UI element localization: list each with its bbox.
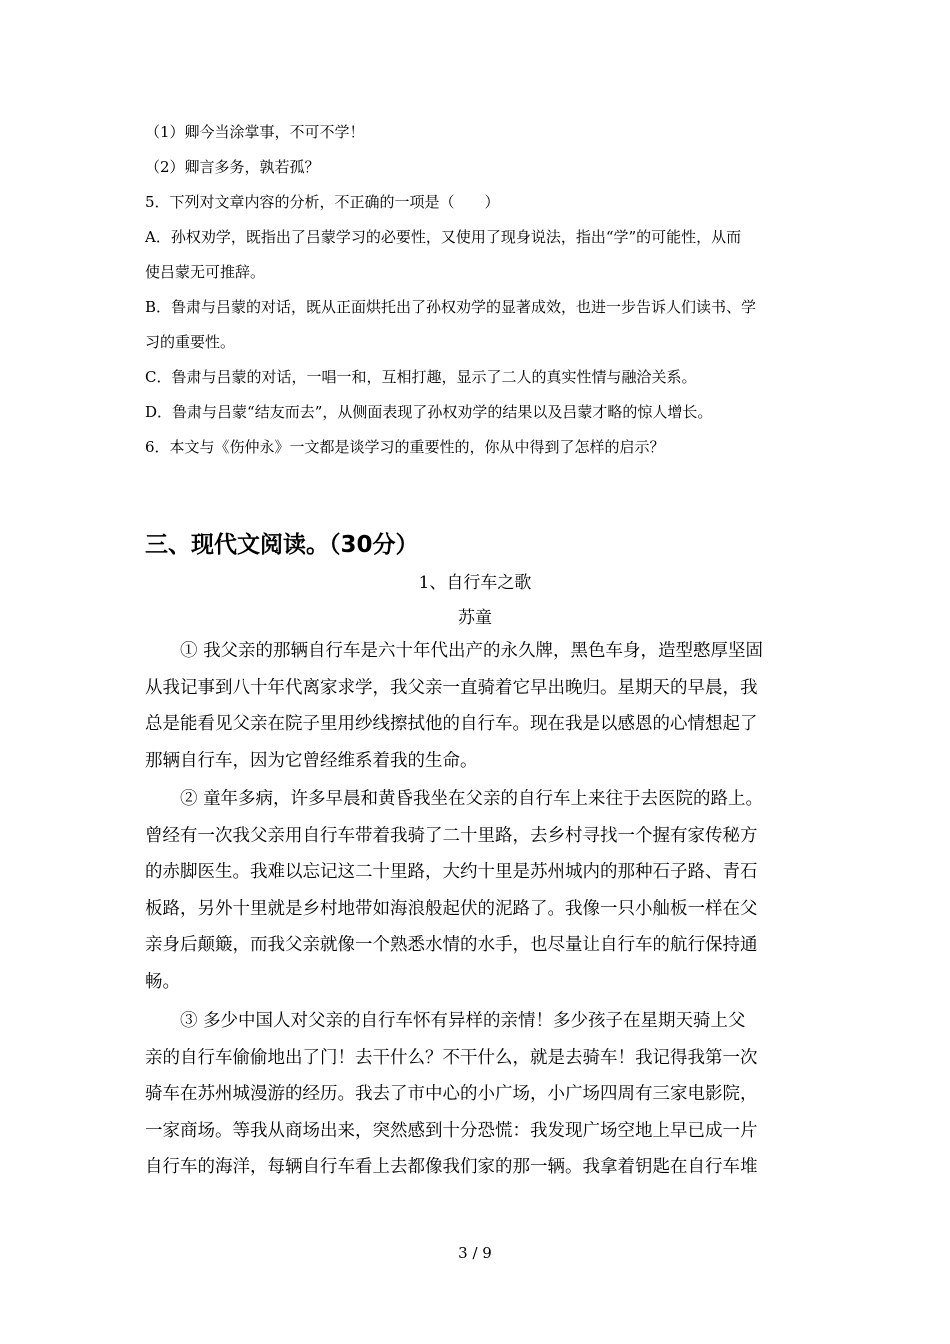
paragraph-line: 亲的自行车偷偷地出了门！去干什么？不干什么，就是去骑车！我记得我第一次 — [145, 1047, 758, 1068]
passage-title: 1、自行车之歌 — [418, 573, 532, 593]
paragraph-line: 板路，另外十里就是乡村地带如海浪般起伏的泥路了。我像一只小舢板一样在父 — [145, 898, 758, 919]
paragraph-line: ① 我父亲的那辆自行车是六十年代出产的永久牌，黑色车身，造型憨厚坚固 — [145, 641, 764, 661]
section-title: 三、现代文阅读。（30分） — [145, 532, 419, 558]
paragraph-line: 那辆自行车，因为它曾经维系着我的生命。 — [145, 750, 478, 771]
q6-stem: 6．本文与《伤仲永》一文都是谈学习的重要性的，你从中得到了怎样的启示？ — [145, 438, 665, 456]
paragraph-3 — [145, 1003, 815, 1186]
q5-option-b-line2: 习的重要性。 — [145, 333, 236, 351]
paragraph-line: ③ 多少中国人对父亲的自行车怀有异样的亲情！多少孩子在星期天骑上父 — [145, 1011, 746, 1031]
paragraph-line: 亲身后颠簸，而我父亲就像一个熟悉水情的水手，也尽量让自行车的航行保持通 — [145, 935, 758, 955]
q5-option-a-line1: A．孙权劝学，既指出了吕蒙学习的必要性，又使用了现身说法，指出“学”的可能性，从而 — [145, 228, 742, 246]
paragraph-2 — [145, 781, 815, 1000]
q5-stem: 5．下列对文章内容的分析，不正确的一项是（ ） — [145, 193, 500, 211]
q5-option-b-line1: B．鲁肃与吕蒙的对话，既从正面烘托出了孙权劝学的显著成效，也进一步告诉人们读书、学 — [145, 298, 757, 316]
q4-item-2: （2）卿言多务，孰若孤？ — [145, 158, 320, 176]
paragraph-line: 的赤脚医生。我难以忘记这二十里路，大约十里是苏州城内的那种石子路、青石 — [145, 862, 758, 882]
q5-option-d: D．鲁肃与吕蒙“结友而去”，从侧面表现了孙权劝学的结果以及吕蒙才略的惊人增长。 — [145, 403, 713, 421]
paragraph-1 — [145, 633, 815, 779]
paragraph-line: 一家商场。等我从商场出来，突然感到十分恐慌：我发现广场空地上早已成一片 — [145, 1120, 758, 1141]
paragraph-line: 总是能看见父亲在院子里用纱线擦拭他的自行车。现在我是以感恩的心情想起了 — [145, 714, 758, 734]
paragraph-line: 骑车在苏州城漫游的经历。我去了市中心的小广场，小广场四周有三家电影院， — [145, 1084, 758, 1104]
paragraph-line: ② 童年多病，许多早晨和黄昏我坐在父亲的自行车上来往于去医院的路上。 — [145, 789, 764, 809]
paragraph-line: 曾经有一次我父亲用自行车带着我骑了二十里路，去乡村寻找一个握有家传秘方 — [145, 825, 758, 846]
paragraph-line: 畅。 — [145, 971, 180, 992]
paragraph-line: 从我记事到八十年代离家求学，我父亲一直骑着它早出晚归。星期天的早晨，我 — [145, 677, 758, 698]
passage-author: 苏童 — [458, 608, 492, 628]
q5-option-a-line2: 使吕蒙无可推辞。 — [145, 263, 266, 281]
q4-item-1: （1）卿今当涂掌事，不可不学！ — [145, 123, 365, 141]
page-number: 3 / 9 — [458, 1244, 492, 1262]
paragraph-line: 自行车的海洋，每辆自行车看上去都像我们家的那一辆。我拿着钥匙在自行车堆 — [145, 1157, 758, 1177]
q5-option-c: C．鲁肃与吕蒙的对话，一唱一和，互相打趣，显示了二人的真实性情与融洽关系。 — [145, 368, 697, 386]
